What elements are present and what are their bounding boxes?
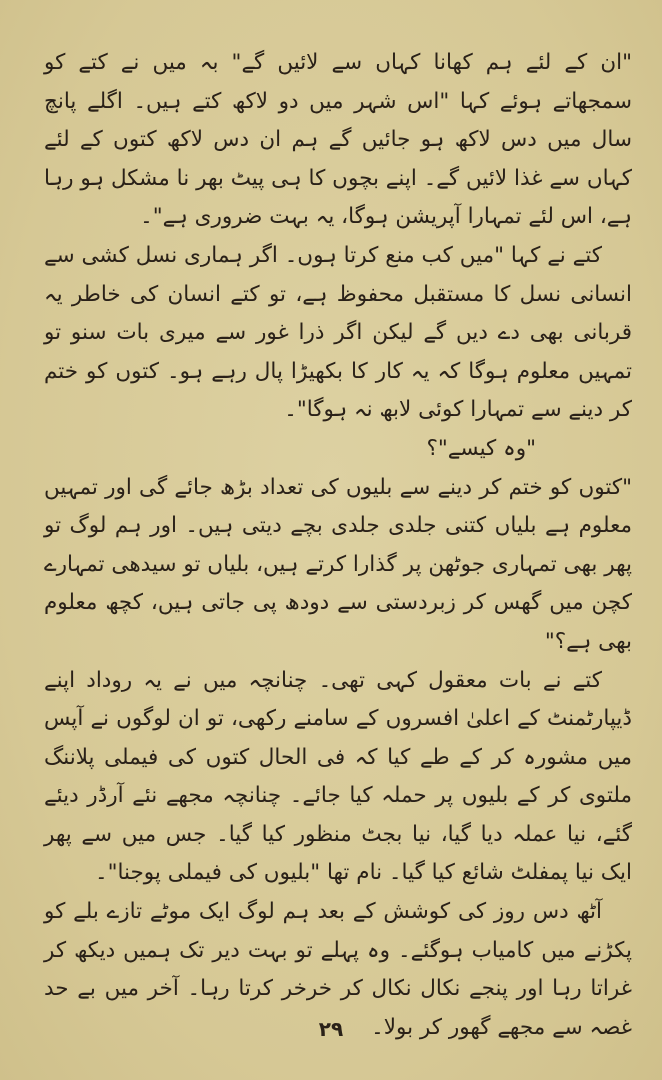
paragraph-1: "ان کے لئے ہم کھانا کہاں سے لائیں گے" بہ میں نے کتے کو سمجھاتے ہوئے کہا "اس شہر میں دو لاکھ کتے ہیں۔ اگلے پانچ سال میں دس لاکھ ہو جائیں گے ہم ان دس لاکھ کتوں کے لئے کہاں سے غذا لائیں گے۔ اپنے بچوں کا ہی پیٹ بھر نا مشکل ہو رہا ہے، اس لئے تمہارا آپریشن ہوگا، یہ بہت ضروری ہے"۔ xyxy=(44,50,632,230)
page-number: ۲۹ xyxy=(318,1017,344,1041)
paragraph-4: "کتوں کو ختم کر دینے سے بلیوں کی تعداد بڑھ جائے گی اور تمہیں معلوم ہے بلیاں کتنی جلدی جلدی بچے دیتی ہیں۔ اور ہم لوگ تو پھر بھی تمہاری جوٹھن پر گذارا کرتے ہیں، بلیاں تو سیدھی تمہارے کچن میں گھس کر زبردستی سے دودھ پی جاتی ہیں، کچھ معلوم بھی ہے؟" xyxy=(44,474,632,654)
paragraph-3: "وہ کیسے"؟ xyxy=(426,435,536,461)
paragraph-6: آٹھ دس روز کی کوشش کے بعد ہم لوگ ایک موٹے تازے بلے کو پکڑنے میں کامیاب ہوگئے۔ وہ پہلے تو بہت دیر تک ہمیں دیکھ کر غراتا رہا اور پنجے نکال نکال کر خرخر کرتا رہا۔ آخر میں بے حد غصہ سے مجھے گھور کر بولا۔ xyxy=(44,899,632,1040)
paragraph-5: کتے نے بات معقول کہی تھی۔ چنانچہ میں نے یہ روداد اپنے ڈیپارٹمنٹ کے اعلیٰ افسروں کے سامنے رکھی، تو ان لوگوں نے آپس میں مشورہ کر کے طے کیا کہ فی الحال کتوں کی فیملی پلاننگ ملتوی کر کے بلیوں پر حملہ کیا جائے۔ چنانچہ مجھے نئے آرڈر دیئے گئے، نیا عملہ دیا گیا، نیا بجٹ منظور کیا گیا۔ جس میں سے پھر ایک نیا پمفلٹ شائع کیا گیا۔ نام تھا "بلیوں کی فیملی پوجنا"۔ xyxy=(44,667,632,886)
paragraph-2: کتے نے کہا "میں کب منع کرتا ہوں۔ اگر ہماری نسل کشی سے انسانی نسل کا مستقبل محفوظ ہے، تو کتے انسان کی خاطر یہ قربانی بھی دے دیں گے لیکن اگر ذرا غور سے میری بات سنو تو تمہیں معلوم ہوگا کہ یہ کار کا بکھیڑا پال رہے ہو۔ کتوں کو ختم کر دینے سے تمہارا کوئی لابھ نہ ہوگا"۔ xyxy=(44,242,632,423)
